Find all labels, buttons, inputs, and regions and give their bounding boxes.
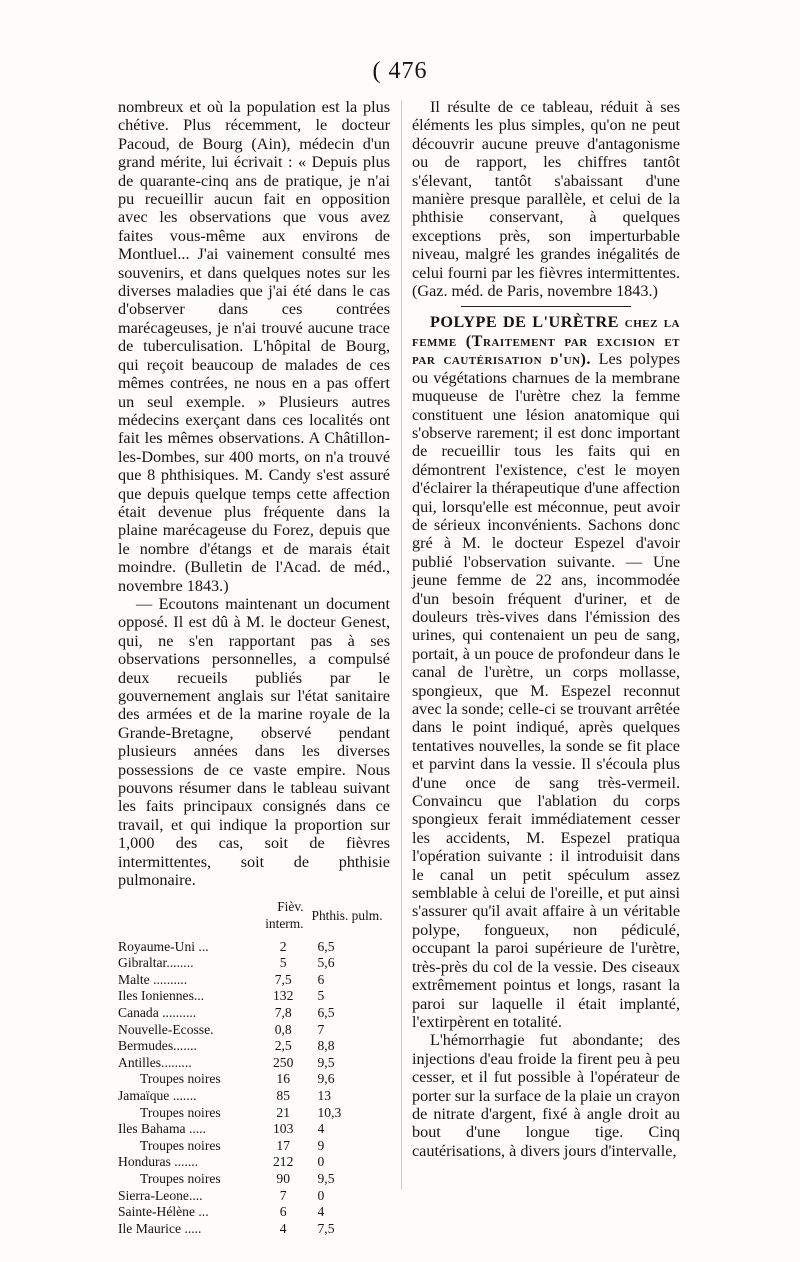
row-phthisie-value: 9,5	[317, 1170, 335, 1186]
row-fievre-value: 7,8	[274, 1005, 292, 1021]
table-header-blank	[118, 899, 255, 938]
row-phthisie-value: 6,5	[317, 938, 335, 954]
right-paragraph-2: Les polypes ou végétations charnues de la membrane muqueuse de l'urètre chez la femme constituent une lésion anatomique qui s'observe rarement; il est donc important de recueillir tous les faits qui en démontrent l'existence, c'est le moyen d'éclairer la thérapeutique d'une affection qui, lorsqu'elle est méconnue, peut avoir de sérieux inconvénients. Sachons donc gré à M. le docteur Espezel d'avoir publié l'observation suivante. — Une jeune femme de 22 ans, incommodée d'un besoin fréquent d'uriner, et de douleurs très-vives dans l'émission des urines, qui contenaient un peu de sang, portait, à un pouce de profondeur dans le canal de l'urètre, un corps mollasse, spongieux, que M. Espezel reconnut avec la sonde; celle-ci se trouvant arrêtée dans le point indiqué, après quelques tentatives nouvelles, la sonde se fit place et parvint dans la vessie. Il s'écoula plus d'une once de sang très-vermeil. Convaincu que l'ablation du corps spongieux ferait immédiatement cesser les accidents, M. Espezel pratiqua l'opération suivante : il introduisit dans le canal un petit spéculum assez semblable à celui de l'oreille, et put ainsi s'assurer qu'il avait affaire à un véritable polype, fongueux, non pédiculé, occupant la paroi supérieure de l'urètre, très-près du col de la vessie. Des ciseaux extrêmement pointus et longs, rasant la paroi sur laquelle il était implanté, l'extirpèrent en totalité.	[412, 350, 681, 1031]
row-name: Malte ..........	[118, 971, 188, 987]
table-row	[118, 1022, 390, 1039]
left-paragraph-1: nombreux et où la population est la plus chétive. Plus récemment, le docteur Pacoud, de Bourg (Ain), médecin d'un grand mérite, lui écrivait : « Depuis plus de quarante-cinq ans de pratique, je n'ai pu recueillir aucun fait en opposition avec les observations que vous avez faites vous-même aux environs de Montluel... J'ai vainement consulté mes souvenirs, et dans quelques notes sur les diverses maladies que j'ai été dans le cas d'observer dans ces contrées marécageuses, je n'ai trouvé aucune trace de tuberculisation. L'hôpital de Bourg, qui reçoit beaucoup de malades de ces mêmes contrées, ne nous en a pas offert un seul exemple. » Plusieurs autres médecins exerçant dans ces localités ont fait les mêmes observations. A Châtillon-les-Dombes, sur 400 morts, on n'a trouvé que 8 phthisiques. M. Candy s'est assuré que depuis quelque temps cette affection était devenue plus fréquente dans la plaine marécageuse du Forez, depuis que le nombre d'étangs et de marais était moindre. (Bulletin de l'Acad. de méd., novembre 1843.)	[118, 98, 390, 595]
table-row	[118, 1204, 390, 1221]
table-row	[118, 1154, 390, 1171]
row-phthisie-value: 6,5	[317, 1005, 335, 1021]
right-paragraph-1: Il résulte de ce tableau, réduit à ses éléments les plus simples, qu'on ne peut découvrir aucune preuve d'antagonisme ou de rapport, les chiffres tantôt s'élevant, tantôt s'abaissant d'une manière presque parallèle, et celui de la phthisie conservant, à quelques exceptions près, son imperturbable niveau, malgré les grandes inégalités de celui fourni par les fièvres intermittentes. (Gaz. méd. de Paris, novembre 1843.)	[412, 98, 680, 301]
table-row	[118, 1105, 390, 1122]
table-row	[118, 972, 390, 989]
fever-phthisis-table	[118, 899, 390, 1237]
row-phthisie-value: 8,8	[317, 1038, 335, 1054]
row-fievre-value: 6	[279, 1204, 287, 1220]
row-fievre-value: 21	[276, 1104, 290, 1120]
table-row	[118, 1038, 390, 1055]
row-name: Sainte-Hélène ...	[118, 1204, 209, 1220]
row-name: Royaume-Uni ...	[118, 938, 209, 954]
row-name: Jamaïque .......	[118, 1088, 197, 1103]
table-row	[118, 1055, 390, 1072]
row-fievre-value: 103	[272, 1121, 294, 1137]
row-fievre-value: 132	[272, 988, 294, 1004]
row-fievre-value: 16	[276, 1071, 290, 1087]
table-row	[118, 1221, 390, 1238]
right-paragraph-3: L'hémorrhagie fut abondante; des injections d'eau froide la firent peu à peu cesser, et il fut possible à l'opérateur de porter sur la surface de la plaie un crayon de nitrate d'argent, fixé à angle droit au bout d'une longue tige. Cinq cautérisations, à divers jours d'intervalle,	[412, 1031, 680, 1160]
column-divider	[401, 100, 402, 1190]
row-phthisie-value: 4	[317, 1121, 325, 1137]
row-name: Canada ..........	[118, 1005, 197, 1021]
table-row	[118, 1088, 390, 1105]
row-name: Nouvelle-Ecosse.	[118, 1021, 214, 1037]
table-row	[118, 939, 390, 956]
table-row	[118, 1188, 390, 1205]
row-fievre-value: 2	[279, 938, 287, 954]
table-row	[118, 1071, 390, 1088]
row-phthisie-value: 5	[317, 988, 325, 1004]
row-name: Bermudes.......	[118, 1038, 197, 1054]
row-name: Troupes noires	[140, 1071, 221, 1087]
table-body	[118, 939, 390, 1238]
row-name: Honduras .......	[118, 1154, 199, 1170]
row-name: Gibraltar........	[118, 955, 194, 971]
left-column	[118, 98, 390, 1237]
row-name: Iles Bahama .....	[118, 1121, 206, 1137]
row-fievre-value: 90	[276, 1170, 290, 1186]
row-phthisie-value: 4	[317, 1204, 325, 1220]
header-fievre: Fièv. interm.	[265, 899, 304, 932]
row-name: Troupes noires	[140, 1104, 221, 1120]
table-row	[118, 1138, 390, 1155]
row-phthisie-value: 0	[317, 1187, 325, 1203]
table-row	[118, 1121, 390, 1138]
row-phthisie-value: 0	[317, 1154, 325, 1170]
left-paragraph-2: — Ecoutons maintenant un document opposé. Il est dû à M. le docteur Genest, qui, ne s'en rapportant pas à ses observations personnelles, a compulsé deux recueils publiés par le gouvernement anglais sur l'état sanitaire des armées et de la marine royale de la Grande-Bretagne, observé pendant plusieurs années dans les diverses possessions de ce vaste empire. Nous pouvons résumer dans le tableau suivant les faits principaux consignés dans ce travail, et qui indique la proportion sur 1,000 des cas, soit de fièvres intermittentes, soit de phthisie pulmonaire.	[118, 594, 390, 890]
row-phthisie-value: 6	[317, 971, 325, 987]
row-phthisie-value: 7	[317, 1021, 325, 1037]
row-fievre-value: 2,5	[274, 1038, 292, 1054]
table-row	[118, 988, 390, 1005]
row-name: Troupes noires	[140, 1170, 221, 1186]
row-fievre-value: 7,5	[274, 971, 292, 987]
section-rule	[461, 306, 631, 307]
row-name: Ile Maurice .....	[118, 1220, 202, 1236]
row-fievre-value: 250	[272, 1054, 294, 1070]
row-phthisie-value: 9,5	[317, 1054, 335, 1070]
row-fievre-value: 7	[279, 1187, 287, 1203]
row-phthisie-value: 7,5	[317, 1220, 335, 1236]
row-fievre-value: 0,8	[274, 1021, 292, 1037]
header-phthisie: Phthis. pulm.	[311, 907, 383, 923]
row-name: Sierra-Leone....	[118, 1187, 203, 1203]
row-name: Antilles.........	[118, 1054, 192, 1070]
table-row	[118, 1005, 390, 1022]
row-name: Troupes noires	[140, 1137, 221, 1153]
row-fievre-value: 212	[272, 1154, 294, 1170]
row-phthisie-value: 9	[317, 1137, 325, 1153]
table-header-row	[118, 899, 390, 938]
row-phthisie-value: 9,6	[317, 1071, 335, 1087]
row-fievre-value: 85	[276, 1088, 290, 1103]
page-number: ( 476	[372, 58, 428, 84]
table-row	[118, 955, 390, 972]
table-row	[118, 1171, 390, 1188]
row-phthisie-value: 13	[317, 1088, 332, 1103]
row-fievre-value: 4	[279, 1220, 287, 1236]
row-fievre-value: 17	[276, 1137, 290, 1153]
row-phthisie-value: 5,6	[317, 955, 335, 971]
section-heading-and-body	[412, 313, 680, 1031]
row-name: Iles Ioniennes...	[118, 988, 205, 1004]
row-phthisie-value: 10,3	[317, 1104, 342, 1120]
right-column	[412, 98, 680, 1160]
section-heading: POLYPE DE L'URÈTRE chez la femme (Traitement par excision et par cautérisation d'un).	[412, 313, 680, 369]
row-fievre-value: 5	[279, 955, 287, 971]
